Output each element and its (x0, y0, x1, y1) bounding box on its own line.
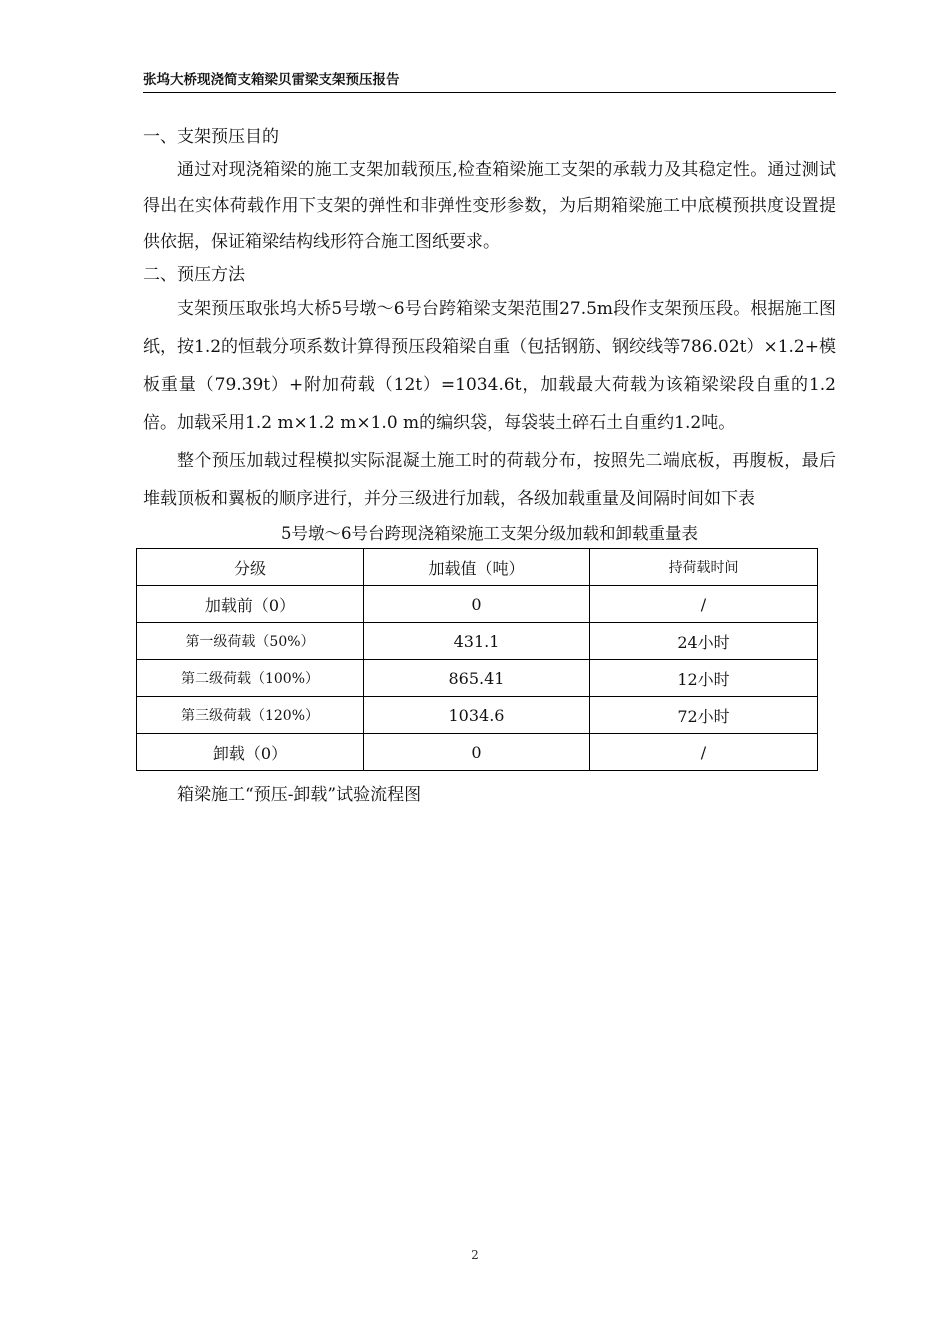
paragraph-purpose: 通过对现浇箱梁的施工支架加载预压,检查箱梁施工支架的承载力及其稳定性。通过测试得出在实体荷载作用下支架的弹性和非弹性变形参数，为后期箱梁施工中底模预拱度设置提供依据，保证箱梁结构线形符合施工图纸要求。 (143, 160, 836, 252)
table-row (137, 623, 818, 660)
table-caption: 5号墩～6号台跨现浇箱梁施工支架分级加载和卸载重量表 (281, 524, 698, 543)
table-cell: / (590, 586, 818, 623)
table-cell: 72小时 (590, 697, 818, 734)
section-heading-purpose: 一、支架预压目的 (143, 127, 279, 147)
document-body (143, 122, 836, 813)
table-cell: 第三级荷载（120%） (137, 697, 364, 734)
table-cell: 24小时 (590, 623, 818, 660)
table-header-cell: 持荷载时间 (590, 549, 818, 586)
table-cell: 12小时 (590, 660, 818, 697)
table-cell: 431.1 (364, 623, 590, 660)
table-cell: / (590, 734, 818, 771)
paragraph-loading-process: 整个预压加载过程模拟实际混凝土施工时的荷载分布，按照先二端底板，再腹板，最后堆载顶板和翼板的顺序进行，并分三级进行加载，各级加载重量及间隔时间如下表 (143, 451, 836, 509)
table-header-row (137, 549, 818, 586)
flowchart-caption: 箱梁施工“预压-卸载”试验流程图 (177, 785, 422, 805)
table-row (137, 697, 818, 734)
table-cell: 加载前（0） (137, 586, 364, 623)
loading-table (136, 548, 818, 771)
table-cell: 第一级荷载（50%） (137, 623, 364, 660)
table-row (137, 734, 818, 771)
table-cell: 865.41 (364, 660, 590, 697)
page-number: 2 (471, 1248, 479, 1262)
paragraph-method: 支架预压取张坞大桥5号墩～6号台跨箱梁支架范围27.5m段作支架预压段。根据施工图纸，按1.2的恒载分项系数计算得预压段箱梁自重（包括钢筋、钢绞线等786.02t）×1.2+模板重量（79.39t）+附加荷载（12t）=1034.6t，加载最大荷载为该箱梁梁段自重的1.2倍。加载采用1.2 m×1.2 m×1.0 m的编织袋，每袋装土碎石土自重约1.2吨。 (143, 299, 836, 433)
table-cell: 第二级荷载（100%） (137, 660, 364, 697)
section-heading-method: 二、预压方法 (143, 265, 245, 285)
running-header: 张坞大桥现浇简支箱梁贝雷梁支架预压报告 (143, 70, 836, 93)
table-header-cell: 加载值（吨） (364, 549, 590, 586)
table-header-cell: 分级 (137, 549, 364, 586)
table-cell: 1034.6 (364, 697, 590, 734)
table-cell: 卸载（0） (137, 734, 364, 771)
table-row (137, 586, 818, 623)
table-row (137, 660, 818, 697)
table-cell: 0 (364, 734, 590, 771)
table-cell: 0 (364, 586, 590, 623)
